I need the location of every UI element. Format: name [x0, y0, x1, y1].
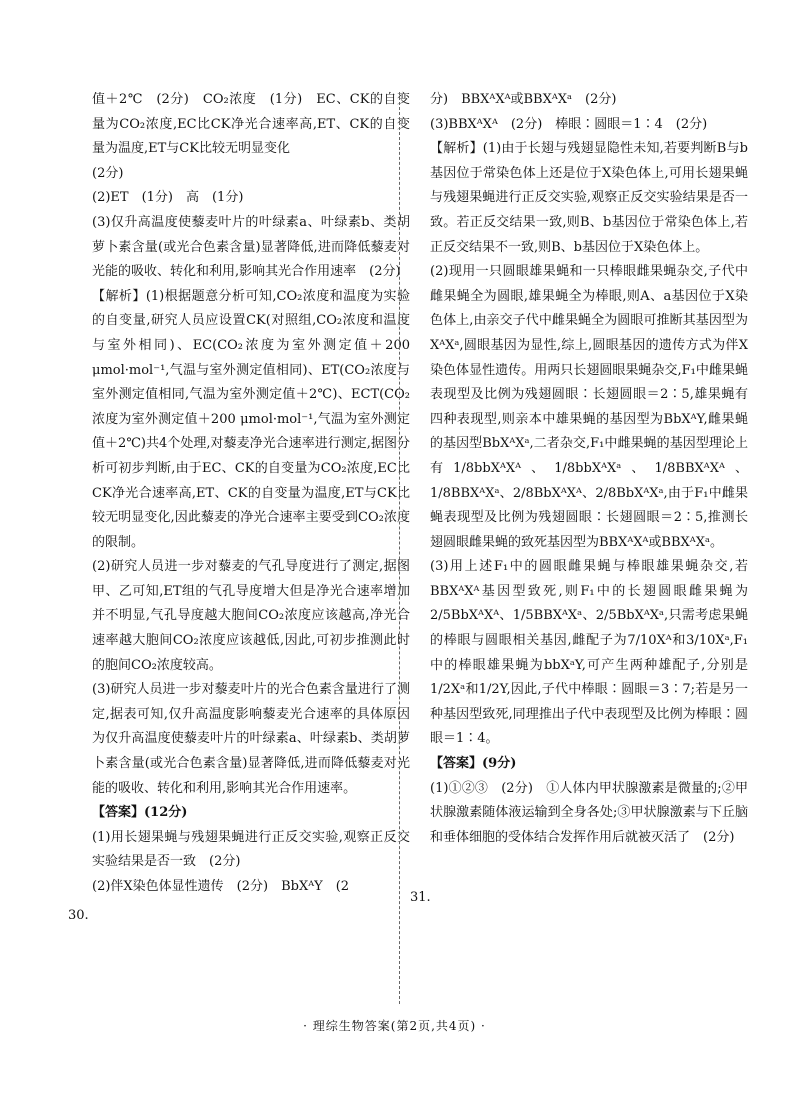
analysis-paragraph: (2)现用一只圆眼雄果蝇和一只棒眼雌果蝇杂交,子代中雌果蝇全为圆眼,雄果蝇全为棒眼,则A、a基因位于X染色体上,由亲交子代中雌果蝇全为圆眼可推断其基因型为XᴬXᵃ,圆眼基因为显性,综上,圆眼基因的遗传方式为伴X染色体显性遗传。用两只长翅圆眼果蝇杂交,F₁中雌果蝇表现型及比例为残翅圆眼∶长翅圆眼＝2∶5,雄果蝇有四种表现型,则亲本中雄果蝇的基因型为BbXᴬY,雌果蝇的基因型BbXᴬXᵃ,二者杂交,F₁中雌果蝇的基因型理论上有1/8bbXᴬXᴬ、1/8bbXᴬXᵃ、1/8BBXᴬXᴬ、1/8BBXᴬXᵃ、2/8BbXᴬXᴬ、2/8BbXᴬXᵃ,由于F₁中雌果蝇表现型及比例为残翅圆眼∶长翅圆眼＝2∶5,推测长翅圆眼雌果蝇的致死基因型为BBXᴬXᴬ或BBXᴬXᵃ。	[430, 264, 748, 550]
answer-paragraph: (1)①②③ (2分) ①人体内甲状腺激素是微量的;②甲状腺激素随体液运输到全身各处;③甲状腺激素与下丘脑和垂体细胞的受体结合发挥作用后就被灭活了 (2分)	[430, 780, 748, 845]
left-column	[92, 88, 410, 900]
answer-heading: 【答案】(9分)	[430, 756, 517, 772]
answer-heading: 【答案】(12分)	[92, 805, 188, 821]
answer-paragraph: 分) BBXᴬXᴬ或BBXᴬXᵃ (2分)	[430, 92, 617, 107]
analysis-paragraph: 【解析】(1)根据题意分析可知,CO₂浓度和温度为实验的自变量,研究人员应设置CK(对照组,CO₂浓度和温度与室外相同)、EC(CO₂浓度为室外测定值＋200 μmol·mol⁻¹,气温与室外测定值相同)、ET(CO₂浓度与室外测定值相同,气温为室外测定值＋2℃)、ECT(CO₂浓度为室外测定值＋200 μmol·mol⁻¹,气温为室外测定值＋2℃)共4个处理,对藜麦净光合速率进行测定,据图分析可初步判断,由于EC、CK的自变量为CO₂浓度,EC比CK净光合速率高,ET、CK的自变量为温度,ET与CK比较无明显变化,因此藜麦的净光合速率主要受到CO₂浓度的限制。	[92, 288, 410, 550]
analysis-paragraph: (2)研究人员进一步对藜麦的气孔导度进行了测定,据图甲、乙可知,ET组的气孔导度增大但是净光合速率增加并不明显,气孔导度越大胞间CO₂浓度应该越高,净光合速率越大胞间CO₂浓度应该越低,因此,可初步推测此时的胞间CO₂浓度较高。	[92, 559, 410, 673]
answer-paragraph: 值＋2℃ (2分) CO₂浓度 (1分) EC、CK的自变量为CO₂浓度,EC比CK净光合速率高,ET、CK的自变量为温度,ET与CK比较无明显变化	[92, 92, 410, 157]
right-column	[430, 88, 748, 850]
question-number: 30.	[68, 908, 89, 923]
question-number: 31.	[410, 890, 431, 905]
analysis-paragraph: 【解析】(1)由于长翅与残翅显隐性未知,若要判断B与b基因位于常染色体上还是位于X染色体上,可用长翅果蝇与残翅果蝇进行正反交实验,观察正反交实验结果是否一致。若正反交结果一致,则B、b基因位于常染色体上,若正反交结果不一致,则B、b基因位于X染色体上。	[430, 141, 748, 255]
answer-paragraph: (3)仅升高温度使藜麦叶片的叶绿素a、叶绿素b、类胡萝卜素含量(或光合色素含量)显著降低,进而降低藜麦对光能的吸收、转化和利用,影响其光合作用速率 (2分)	[92, 214, 410, 280]
answer-paragraph: (2)伴X染色体显性遗传 (2分) BbXᴬY (2	[92, 879, 350, 894]
analysis-paragraph: (3)用上述F₁中的圆眼雌果蝇与棒眼雄果蝇杂交,若BBXᴬXᴬ基因型致死,则F₁中的长翅圆眼雌果蝇为2/5BbXᴬXᴬ、1/5BBXᴬXᵃ、2/5BbXᴬXᵃ,只需考虑果蝇的棒眼与圆眼相关基因,雌配子为7/10Xᴬ和3/10Xᵃ,F₁中的棒眼雄果蝇为bbXᵃY,可产生两种雄配子,分别是1/2Xᵃ和1/2Y,因此,子代中棒眼∶圆眼＝3∶7;若是另一种基因型致死,同理推出子代中表现型及比例为棒眼∶圆眼＝1∶4。	[430, 559, 748, 747]
page-footer: · 理综生物答案(第2页,共4页) ·	[303, 1019, 486, 1033]
answer-paragraph: (1)用长翅果蝇与残翅果蝇进行正反交实验,观察正反交实验结果是否一致 (2分)	[92, 829, 410, 870]
analysis-paragraph: (3)研究人员进一步对藜麦叶片的光合色素含量进行了测定,据表可知,仅升高温度影响藜麦光合速率的具体原因为仅升高温度使藜麦叶片的叶绿素a、叶绿素b、类胡萝卜素含量(或光合色素含量)显著降低,进而降低藜麦对光能的吸收、转化和利用,影响其光合作用速率。	[92, 682, 410, 796]
column-divider	[399, 92, 400, 1004]
answer-paragraph: (2分)	[92, 165, 124, 181]
answer-paragraph: (2)ET (1分) 高 (1分)	[92, 190, 244, 206]
answer-paragraph: (3)BBXᴬXᴬ (2分) 棒眼∶圆眼＝1∶4 (2分)	[430, 116, 708, 132]
